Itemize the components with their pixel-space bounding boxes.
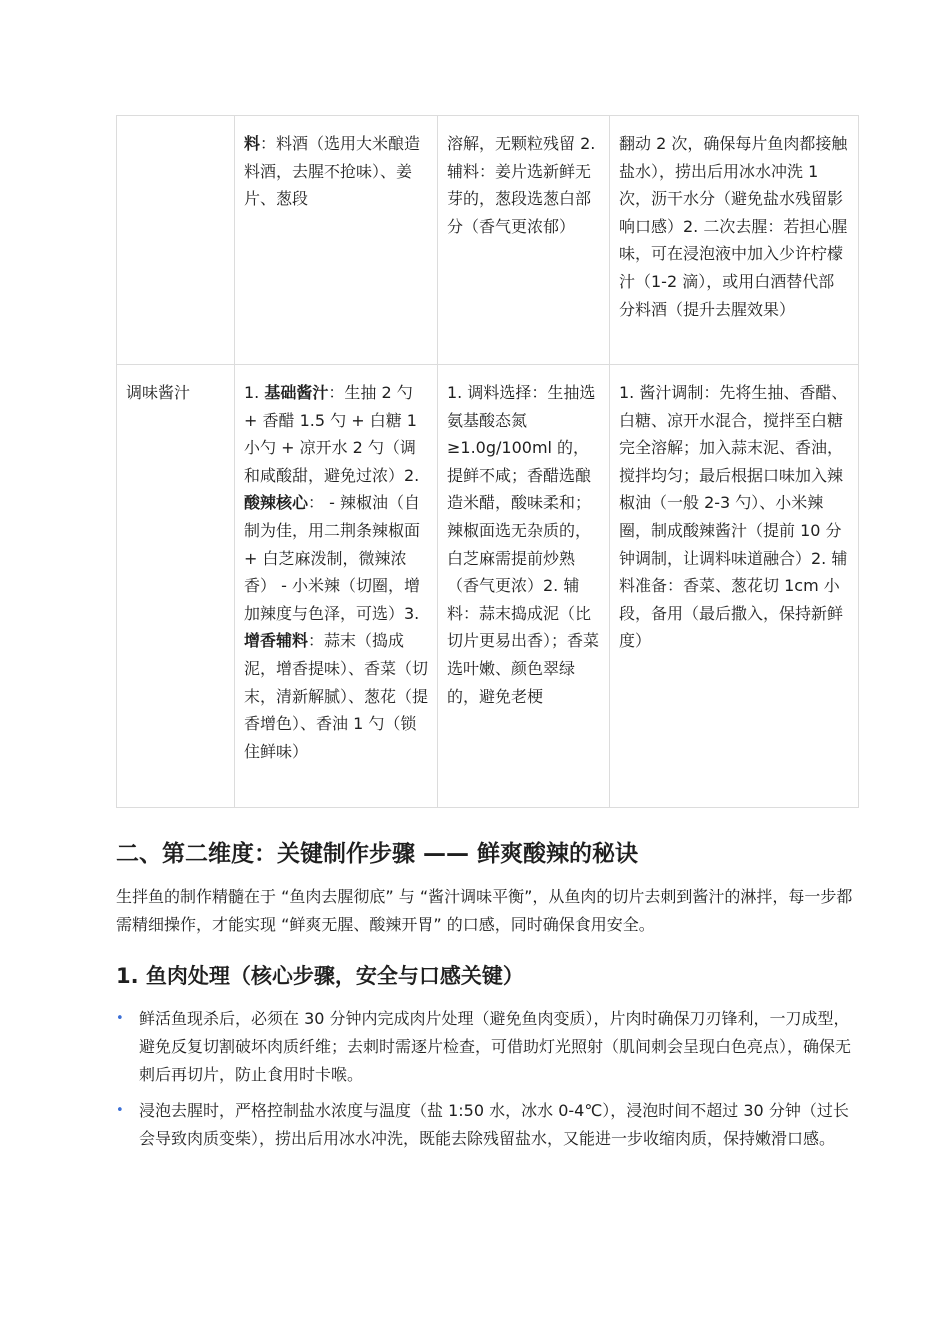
table-cell-ingredients	[235, 365, 438, 808]
bold-text: 料	[244, 134, 261, 153]
section-heading: 二、第二维度：关键制作步骤 —— 鲜爽酸辣的秘诀	[116, 841, 639, 867]
table-row	[117, 365, 859, 808]
document-page	[116, 115, 856, 1161]
table-cell-category: 调味酱汁	[117, 365, 235, 808]
bullet-icon: •	[116, 1103, 124, 1118]
table-cell-ingredients	[235, 116, 438, 365]
bold-text: 基础酱汁	[264, 383, 329, 402]
table-cell-operation: 翻动 2 次，确保每片鱼肉都接触盐水），捞出后用冰水冲洗 1 次，沥干水分（避免盐水残留影响口感）2. 二次去腥：若担心腥味，可在浸泡液中加入少许柠檬汁（1-2 滴），或用白酒替代部分料酒（提升去腥效果）	[610, 116, 859, 365]
cell-text: ：料酒（选用大米酿造料酒，去腥不抢味）、姜片、葱段	[244, 134, 421, 209]
cell-text: ：生抽 2 勺 + 香醋 1.5 勺 + 白糖 1 小勺 + 凉开水 2 勺（调和咸酸甜，避免过浓）2.	[244, 383, 420, 485]
table-cell-selection: 1. 调料选择：生抽选氨基酸态氮≥1.0g/100ml 的，提鲜不咸；香醋选酿造米醋，酸味柔和；辣椒面选无杂质的，白芝麻需提前炒熟（香气更浓）2. 辅料：蒜末捣成泥（比切片更易出香）；香菜选叶嫩、颜色翠绿的，避免老梗	[438, 365, 610, 808]
bold-text: 酸辣核心	[244, 493, 309, 513]
recipe-table	[116, 115, 859, 808]
list-item	[116, 1097, 856, 1153]
table-cell-operation: 1. 酱汁调制：先将生抽、香醋、白糖、凉开水混合，搅拌至白糖完全溶解；加入蒜末泥、香油，搅拌均匀；最后根据口味加入辣椒油（一般 2-3 勺）、小米辣圈，制成酸辣酱汁（提前 10 分钟调制，让调料味道融合）2. 辅料准备：香菜、葱花切 1cm 小段，备用（最后撒入，保持新鲜度）	[610, 365, 859, 808]
list-item-text: 鲜活鱼现杀后，必须在 30 分钟内完成肉片处理（避免鱼肉变质），片肉时确保刀刃锋利，一刀成型，避免反复切割破坏肉质纤维；去刺时需逐片检查，可借助灯光照射（肌间刺会呈现白色亮点），确保无刺后再切片，防止食用时卡喉。	[139, 1009, 852, 1084]
table-row	[117, 116, 859, 365]
list-item-text: 浸泡去腥时，严格控制盐水浓度与温度（盐 1:50 水，冰水 0-4℃），浸泡时间不超过 30 分钟（过长会导致肉质变柴），捞出后用冰水冲洗，既能去除残留盐水，又能进一步收缩肉质，保持嫩滑口感。	[139, 1101, 849, 1148]
bullet-icon: •	[116, 1011, 124, 1026]
list-item	[116, 1005, 856, 1089]
cell-text: ： - 辣椒油（自制为佳，用二荆条辣椒面 + 白芝麻泼制，微辣浓香） - 小米辣（切圈，增加辣度与色泽，可选）3.	[244, 493, 421, 623]
cell-text: ：蒜末（捣成泥，增香提味）、香菜（切末，清新解腻）、葱花（提香增色）、香油 1 勺（锁住鲜味）	[244, 631, 429, 761]
section-intro: 生拌鱼的制作精髓在于 “鱼肉去腥彻底” 与 “酱汁调味平衡”，从鱼肉的切片去刺到酱汁的淋拌，每一步都需精细操作，才能实现 “鲜爽无腥、酸辣开胃” 的口感，同时确保食用安全。	[116, 887, 853, 934]
bold-text: 增香辅料	[244, 631, 309, 651]
table-cell-category	[117, 116, 235, 365]
table-cell-selection: 溶解，无颗粒残留 2. 辅料：姜片选新鲜无芽的，葱段选葱白部分（香气更浓郁）	[438, 116, 610, 365]
subsection-heading: 1. 鱼肉处理（核心步骤，安全与口感关键）	[116, 964, 524, 988]
cell-text: 1.	[244, 383, 265, 402]
bullet-list	[116, 1005, 856, 1153]
